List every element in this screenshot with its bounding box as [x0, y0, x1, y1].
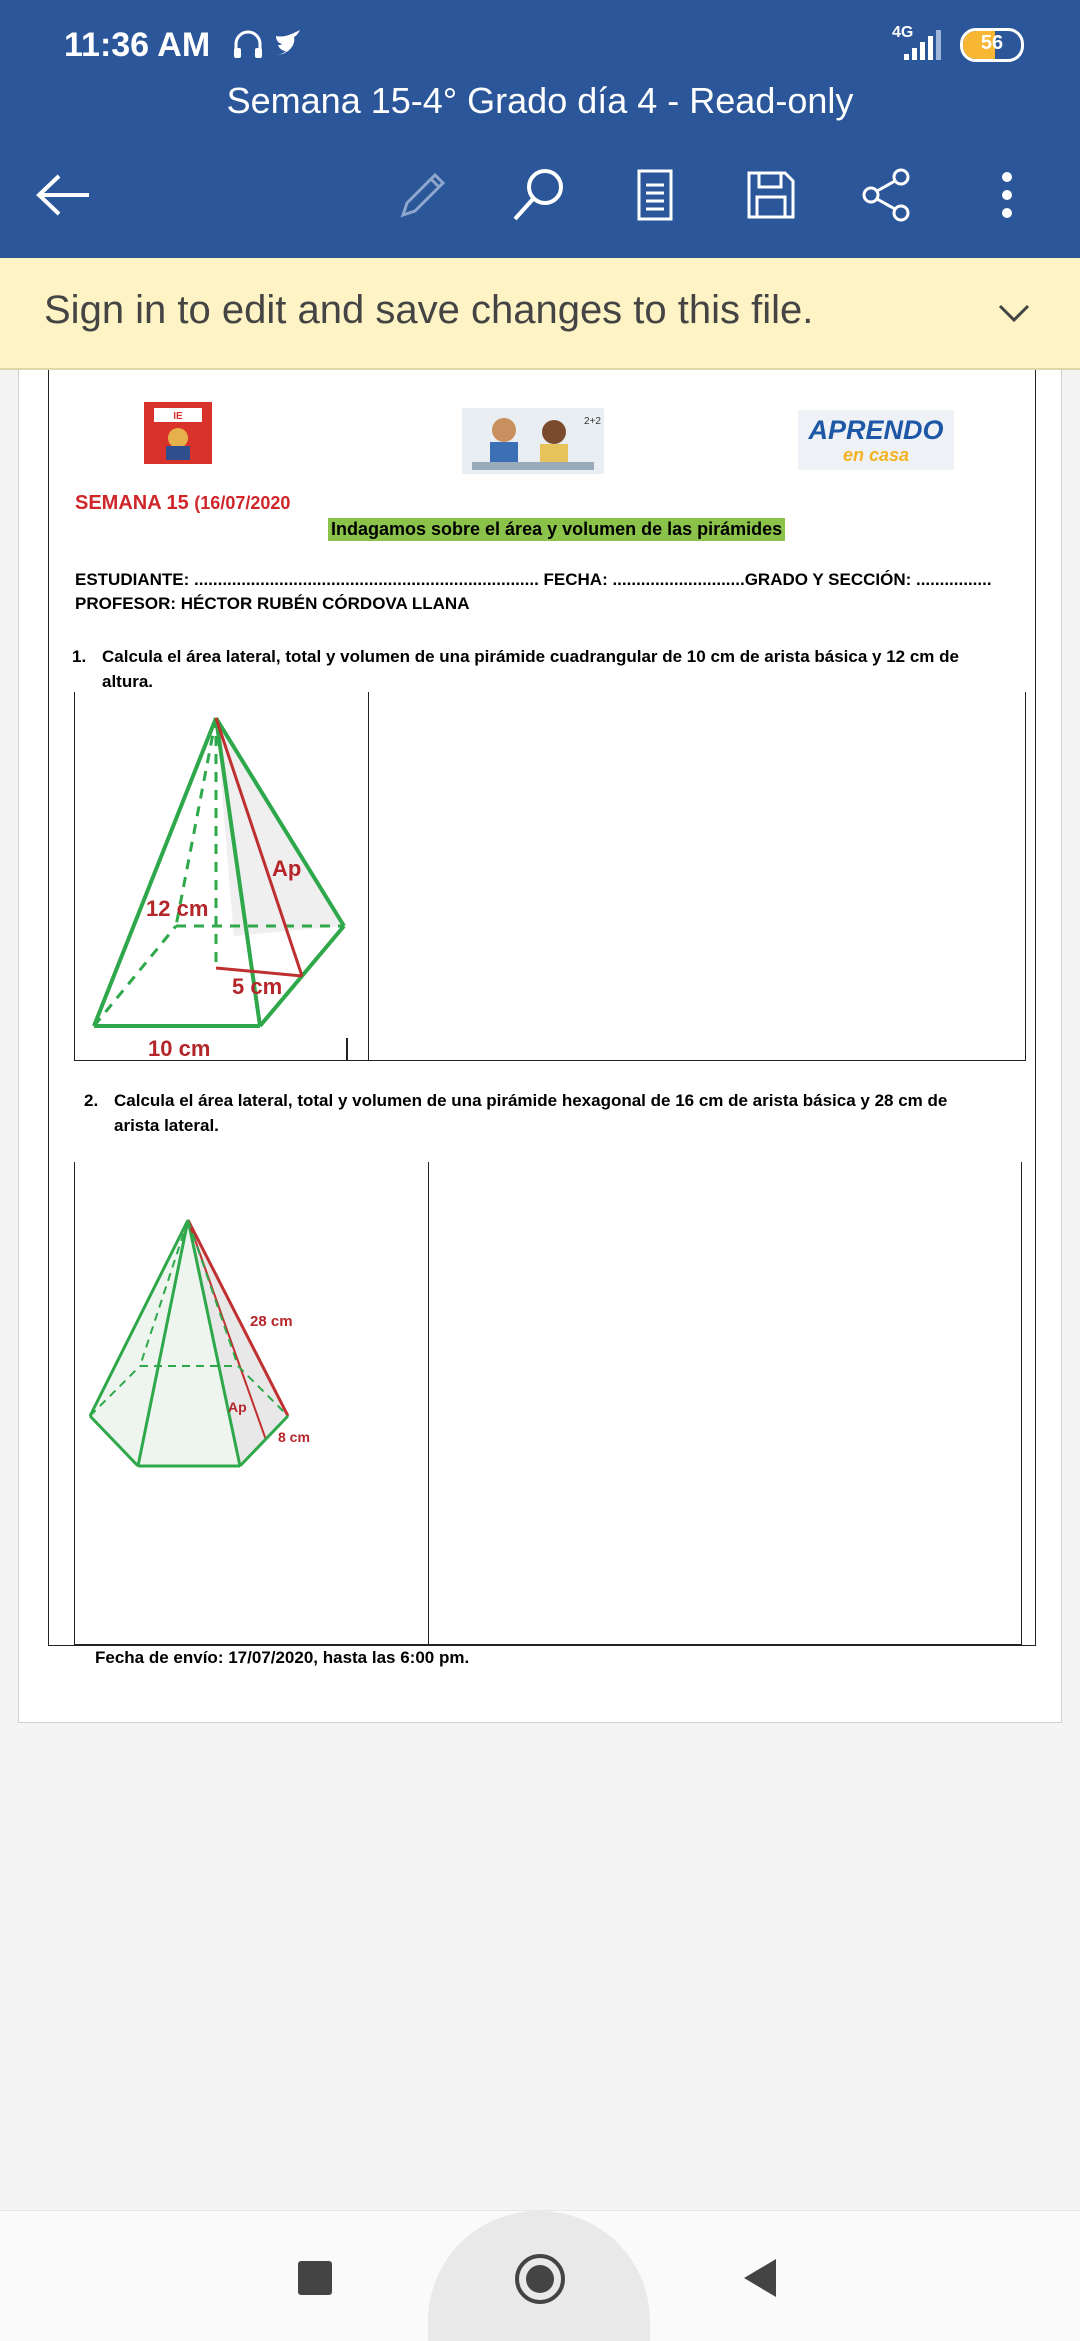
- week-title: SEMANA 15: [75, 492, 189, 514]
- fig2-edge-label: 28 cm: [250, 1313, 293, 1330]
- teacher-line: PROFESOR: HÉCTOR RUBÉN CÓRDOVA LLANA: [75, 594, 470, 613]
- question-2-number: 2.: [84, 1091, 99, 1110]
- sign-in-banner[interactable]: [0, 258, 1080, 370]
- status-notification-icons: [232, 26, 322, 67]
- hexagonal-pyramid-figure: [84, 1212, 324, 1472]
- share-icon[interactable]: [852, 160, 922, 230]
- square-pyramid-figure: [84, 704, 364, 1064]
- fig1-apothem-label: 5 cm: [232, 974, 283, 999]
- question-2-text: Calcula el área lateral, total y volumen de una pirámide hexagonal de 16 cm de arista básica y 28 cm de: [114, 1091, 948, 1110]
- reading-view-icon[interactable]: [620, 160, 690, 230]
- status-right: [890, 24, 1024, 62]
- fig1-ap-label: Ap: [272, 856, 302, 881]
- fig2-ap-label: Ap: [228, 1399, 247, 1415]
- student-line: ESTUDIANTE: ......................................................................... FECHA: ............................GRADO Y SECCIÓN: ................: [75, 570, 992, 589]
- chevron-down-icon[interactable]: [984, 282, 1044, 342]
- fig1-height-label: 12 cm: [146, 896, 209, 921]
- sign-in-banner-text: Sign in to edit and save changes to this file.: [44, 288, 814, 332]
- question-1-text-cont: altura.: [102, 672, 154, 691]
- svg-text:2+2: 2+2: [584, 416, 601, 427]
- app-bar: [0, 0, 1080, 258]
- fig1-base-label: 10 cm: [148, 1036, 211, 1061]
- save-icon[interactable]: [736, 160, 806, 230]
- week-label: [75, 492, 290, 515]
- question-1: [72, 644, 1012, 694]
- question-1-number: 1.: [72, 647, 87, 666]
- pencil-icon[interactable]: [388, 160, 458, 230]
- fig2-base-label: 8 cm: [278, 1429, 310, 1445]
- question-2: [84, 1088, 1004, 1138]
- svg-text:IE: IE: [173, 411, 183, 422]
- submission-date-note: Fecha de envío: 17/07/2020, hasta las 6:00 pm.: [95, 1648, 470, 1667]
- back-icon[interactable]: [740, 2257, 780, 2299]
- home-icon[interactable]: [512, 2251, 568, 2307]
- battery-indicator: [960, 28, 1024, 62]
- topic-heading: Indagamos sobre el área y volumen de las pirámides: [328, 518, 785, 541]
- headset-icon: [232, 26, 322, 62]
- twitter-icon: [276, 30, 300, 55]
- battery-level: 56: [980, 32, 1004, 54]
- aprendo-en-casa-logo: APRENDO en casa: [798, 410, 954, 470]
- question-1-text: Calcula el área lateral, total y volumen de una pirámide cuadrangular de 10 cm de arista básica y 12 cm de: [102, 647, 959, 666]
- document-title: Semana 15-4° Grado día 4 - Read-only: [226, 80, 854, 121]
- network-type: 4G: [892, 24, 914, 41]
- search-icon[interactable]: [504, 160, 574, 230]
- signal-icon: [890, 24, 946, 62]
- week-date: (16/07/2020: [194, 493, 291, 513]
- students-photo: [462, 408, 604, 474]
- question-2-answer-cell[interactable]: [427, 1162, 1022, 1645]
- back-arrow-icon[interactable]: [28, 160, 98, 230]
- question-2-text-cont: arista lateral.: [114, 1116, 219, 1135]
- question-1-answer-cell[interactable]: [368, 692, 1026, 1061]
- school-crest-icon: [140, 398, 216, 468]
- more-icon[interactable]: [972, 160, 1042, 230]
- system-nav-bar: [0, 2210, 1080, 2341]
- status-time: 11:36 AM: [64, 26, 211, 64]
- toolbar: [0, 160, 1080, 230]
- recents-icon[interactable]: [298, 2261, 332, 2295]
